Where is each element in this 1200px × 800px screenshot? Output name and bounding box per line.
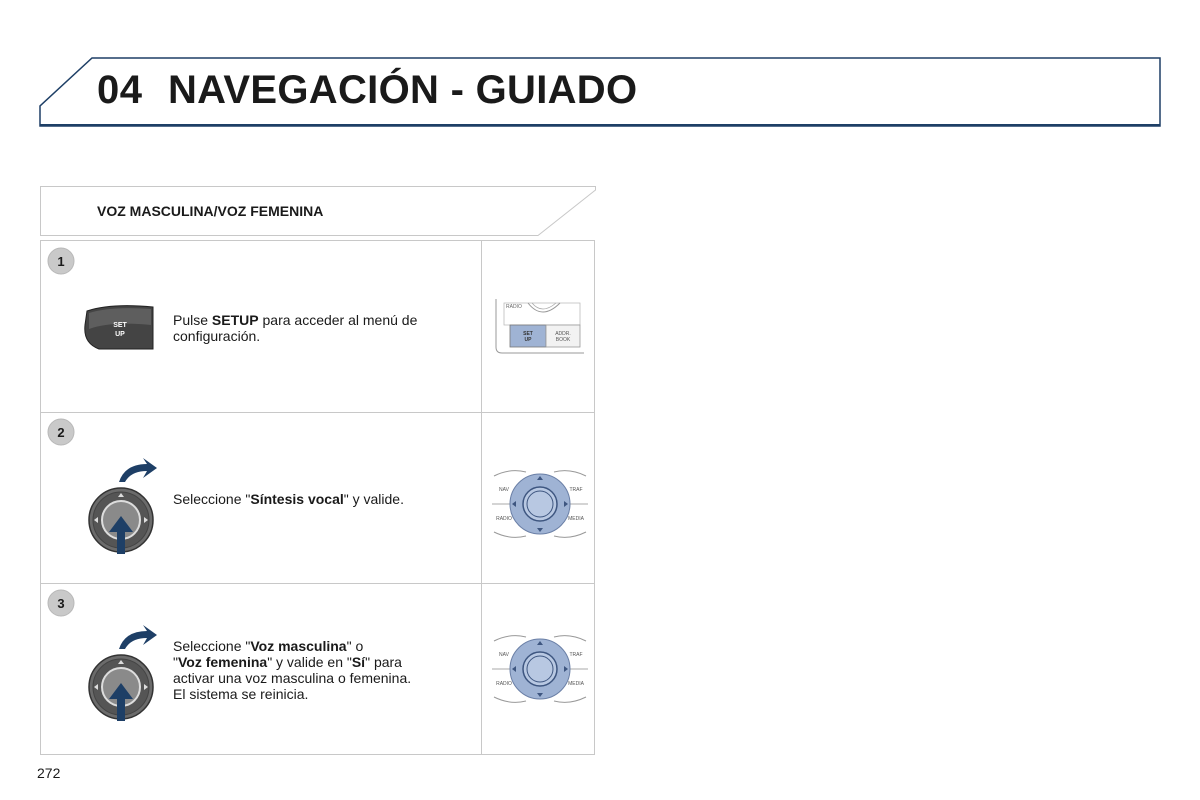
instruction-text: " <box>173 654 178 670</box>
thumb-label: TRAF <box>569 487 583 493</box>
step-number: 1 <box>57 254 65 269</box>
instruction-text: El sistema se reinicia. <box>173 686 309 702</box>
step-instruction <box>173 638 473 702</box>
instruction-text: " y valide. <box>343 491 404 507</box>
thumb-label: TRAF <box>569 652 583 658</box>
step-instruction <box>173 312 473 344</box>
section-title: VOZ MASCULINA/VOZ FEMENINA <box>97 203 324 219</box>
thumb-label: SET <box>523 331 533 337</box>
instruction-text: " y valide en " <box>267 654 352 670</box>
step-badge <box>47 247 77 277</box>
thumb-label: NAV <box>499 652 509 658</box>
thumb-label: NAV <box>499 487 509 493</box>
instruction-text: Seleccione " <box>173 638 251 654</box>
instruction-key: Sí <box>351 654 366 670</box>
step-number: 3 <box>57 596 65 611</box>
thumb-label: RADIO <box>496 516 512 522</box>
chapter-header <box>0 0 1200 140</box>
instruction-text: " para <box>365 654 402 670</box>
thumb-label: BOOK <box>555 337 571 343</box>
instruction-key: Síntesis vocal <box>250 491 344 507</box>
instruction-key: Voz masculina <box>250 638 347 654</box>
instruction-text: activar una voz masculina o femenina. <box>173 670 412 686</box>
chapter-number: 04 <box>97 68 143 112</box>
step-3 <box>41 583 594 754</box>
panel-thumbnail-knob <box>490 631 590 707</box>
step-2 <box>41 412 594 583</box>
setup-icon-label: UP <box>115 331 125 338</box>
thumb-label: UP <box>524 337 532 343</box>
step-number: 2 <box>57 425 65 440</box>
setup-button-icon <box>81 303 157 353</box>
thumb-label: RADIO <box>506 304 522 310</box>
instruction-text: para acceder al menú de configuración. <box>173 312 418 344</box>
step-badge <box>47 589 77 619</box>
step-instruction <box>173 491 473 507</box>
instruction-text: Seleccione " <box>173 491 251 507</box>
rotary-knob-icon <box>85 625 157 725</box>
step-1 <box>41 241 594 412</box>
instruction-key: SETUP <box>211 312 259 328</box>
step-badge <box>47 418 77 448</box>
thumb-label: ADDR. <box>555 331 571 337</box>
panel-thumbnail-knob <box>490 466 590 542</box>
steps-table <box>40 240 595 755</box>
instruction-key: Voz femenina <box>177 654 268 670</box>
thumb-label: MEDIA <box>568 516 584 522</box>
section-header <box>40 186 596 236</box>
instruction-text: Pulse <box>173 312 212 328</box>
rotary-knob-icon <box>85 458 157 558</box>
thumb-label: MEDIA <box>568 681 584 687</box>
thumb-label: RADIO <box>496 681 512 687</box>
panel-thumbnail-setup <box>490 295 588 357</box>
page-number: 272 <box>37 765 61 781</box>
chapter-title: NAVEGACIÓN - GUIADO <box>168 68 638 112</box>
setup-icon-label: SET <box>113 322 127 329</box>
instruction-text: " o <box>346 638 364 654</box>
